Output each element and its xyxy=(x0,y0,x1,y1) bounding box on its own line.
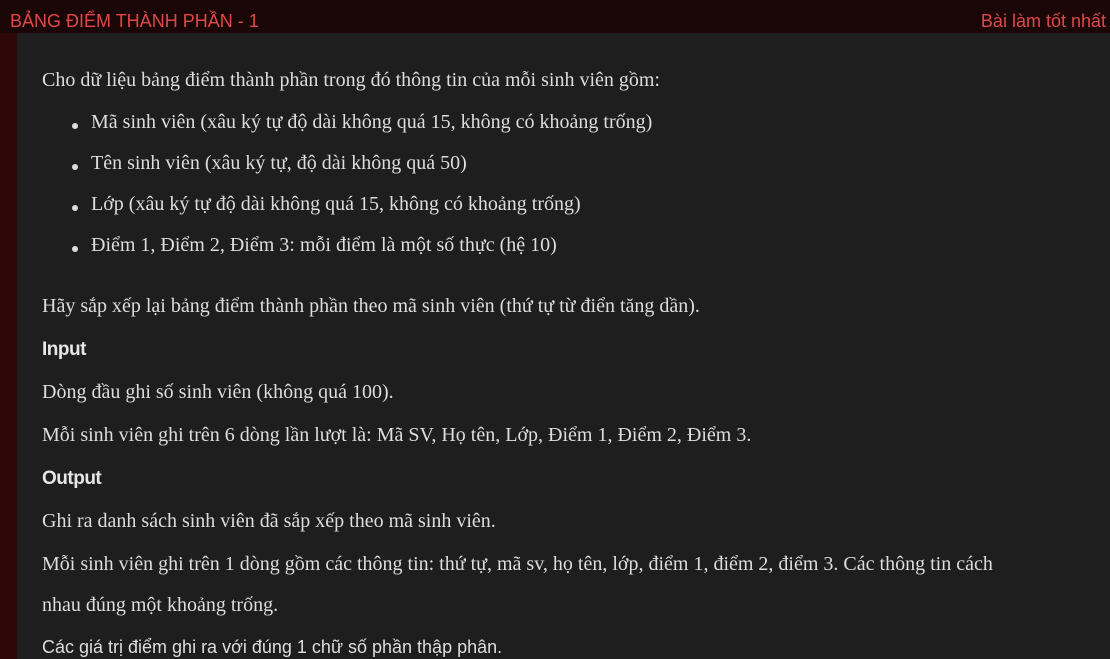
bullet-icon xyxy=(72,123,78,129)
input-line: Dòng đầu ghi số sinh viên (không quá 100). xyxy=(42,381,394,403)
input-line: Mỗi sinh viên ghi trên 6 dòng lần lượt là: Mã SV, Họ tên, Lớp, Điểm 1, Điểm 2, Điểm 3. xyxy=(42,424,752,446)
bullet-icon xyxy=(72,164,78,170)
input-heading: Input xyxy=(42,339,86,360)
best-solution-link[interactable]: Bài làm tốt nhất xyxy=(980,11,1106,31)
field-item: Mã sinh viên (xâu ký tự độ dài không quá 15, không có khoảng trống) xyxy=(91,111,653,133)
intro-text: Cho dữ liệu bảng điểm thành phần trong đó thông tin của mỗi sinh viên gồm: xyxy=(42,69,660,91)
page-header xyxy=(0,0,1110,33)
output-line: Mỗi sinh viên ghi trên 1 dòng gồm các thông tin: thứ tự, mã sv, họ tên, lớp, điểm 1, điểm 2, điểm 3. Các thông tin cách xyxy=(42,553,993,575)
task-text: Hãy sắp xếp lại bảng điểm thành phần theo mã sinh viên (thứ tự từ điển tăng dần). xyxy=(42,295,700,317)
problem-title: BẢNG ĐIỂM THÀNH PHẦN - 1 xyxy=(10,11,259,31)
field-item: Tên sinh viên (xâu ký tự, độ dài không quá 50) xyxy=(91,152,467,174)
output-line: nhau đúng một khoảng trống. xyxy=(42,594,279,616)
output-heading: Output xyxy=(42,468,102,489)
field-item: Điểm 1, Điểm 2, Điểm 3: mỗi điểm là một số thực (hệ 10) xyxy=(91,234,557,256)
output-line: Ghi ra danh sách sinh viên đã sắp xếp theo mã sinh viên. xyxy=(42,510,496,532)
precision-note: Các giá trị điểm ghi ra với đúng 1 chữ số phần thập phân. xyxy=(42,637,503,657)
problem-statement xyxy=(17,33,1110,659)
field-item: Lớp (xâu ký tự độ dài không quá 15, không có khoảng trống) xyxy=(91,193,581,215)
left-accent-strip xyxy=(0,33,17,659)
bullet-icon xyxy=(72,246,78,252)
bullet-icon xyxy=(72,205,78,211)
